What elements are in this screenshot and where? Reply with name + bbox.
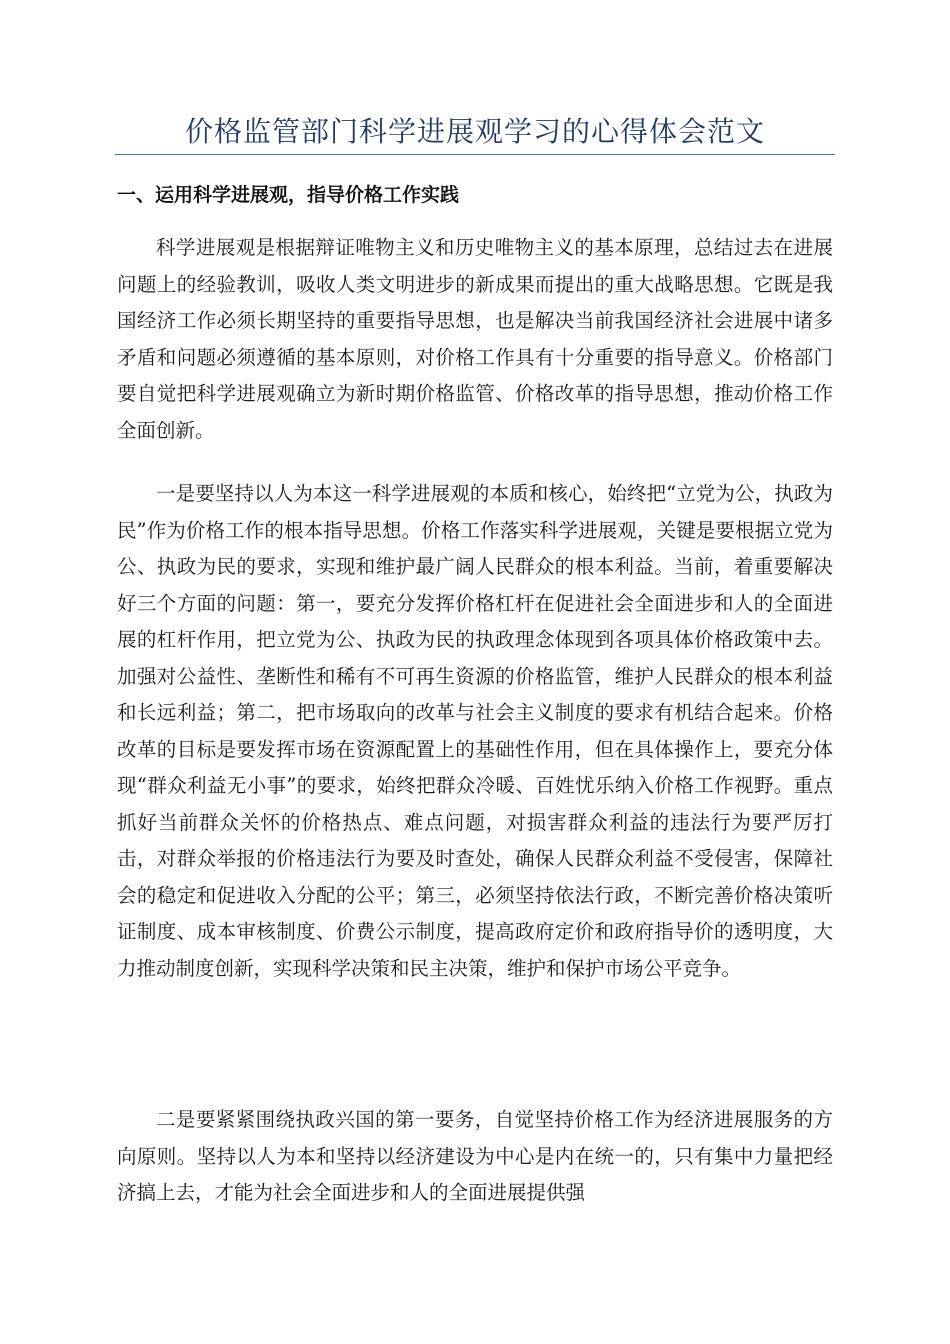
section-heading: 一、运用科学进展观，指导价格工作实践 xyxy=(117,184,460,206)
title-underline xyxy=(115,154,835,155)
paragraph-3: 二是要紧紧围绕执政兴国的第一要务，自觉坚持价格工作为经济进展服务的方向原则。坚持以人为本和坚持以经济建设为中心是内在统一的，只有集中力量把经济搞上去，才能为社会全面进步和人的全面进展提供强 xyxy=(117,1108,833,1204)
document-title: 价格监管部门科学进展观学习的心得体会范文 xyxy=(184,115,765,148)
paragraph-1: 科学进展观是根据辩证唯物主义和历史唯物主义的基本原理，总结过去在进展问题上的经验教训，吸收人类文明进步的新成果而提出的重大战略思想。它既是我国经济工作必须长期坚持的重要指导思想，也是解决当前我国经济社会进展中诸多矛盾和问题必须遵循的基本原则，对价格工作具有十分重要的指导意义。价格部门要自觉把科学进展观确立为新时期价格监管、价格改革的指导思想，推动价格工作全面创新。 xyxy=(117,236,833,442)
paragraph-2: 一是要坚持以人为本这一科学进展观的本质和核心，始终把“立党为公，执政为民”作为价格工作的根本指导思想。价格工作落实科学进展观，关键是要根据立党为公、执政为民的要求，实现和维护最广阔人民群众的根本利益。当前，着重要解决好三个方面的问题：第一，要充分发挥价格杠杆在促进社会全面进步和人的全面进展的杠杆作用，把立党为公、执政为民的执政理念体现到各项具体价格政策中去。加强对公益性、垄断性和稀有不可再生资源的价格监管，维护人民群众的根本利益和长远利益；第二，把市场取向的改革与社会主义制度的要求有机结合起来。价格改革的目标是要发挥市场在资源配置上的基础性作用，但在具体操作上，要充分体现“群众利益无小事”的要求，始终把群众冷暖、百姓忧乐纳入价格工作视野。重点抓好当前群众关怀的价格热点、难点问题，对损害群众利益的违法行为要严厉打击，对群众举报的价格违法行为要及时查处，确保人民群众利益不受侵害，保障社会的稳定和促进收入分配的公平；第三，必须坚持依法行政，不断完善价格决策听证制度、成本审核制度、价费公示制度，提高政府定价和政府指导价的透明度，大力推动制度创新，实现科学决策和民主决策，维护和保护市场公平竞争。 xyxy=(117,482,833,980)
